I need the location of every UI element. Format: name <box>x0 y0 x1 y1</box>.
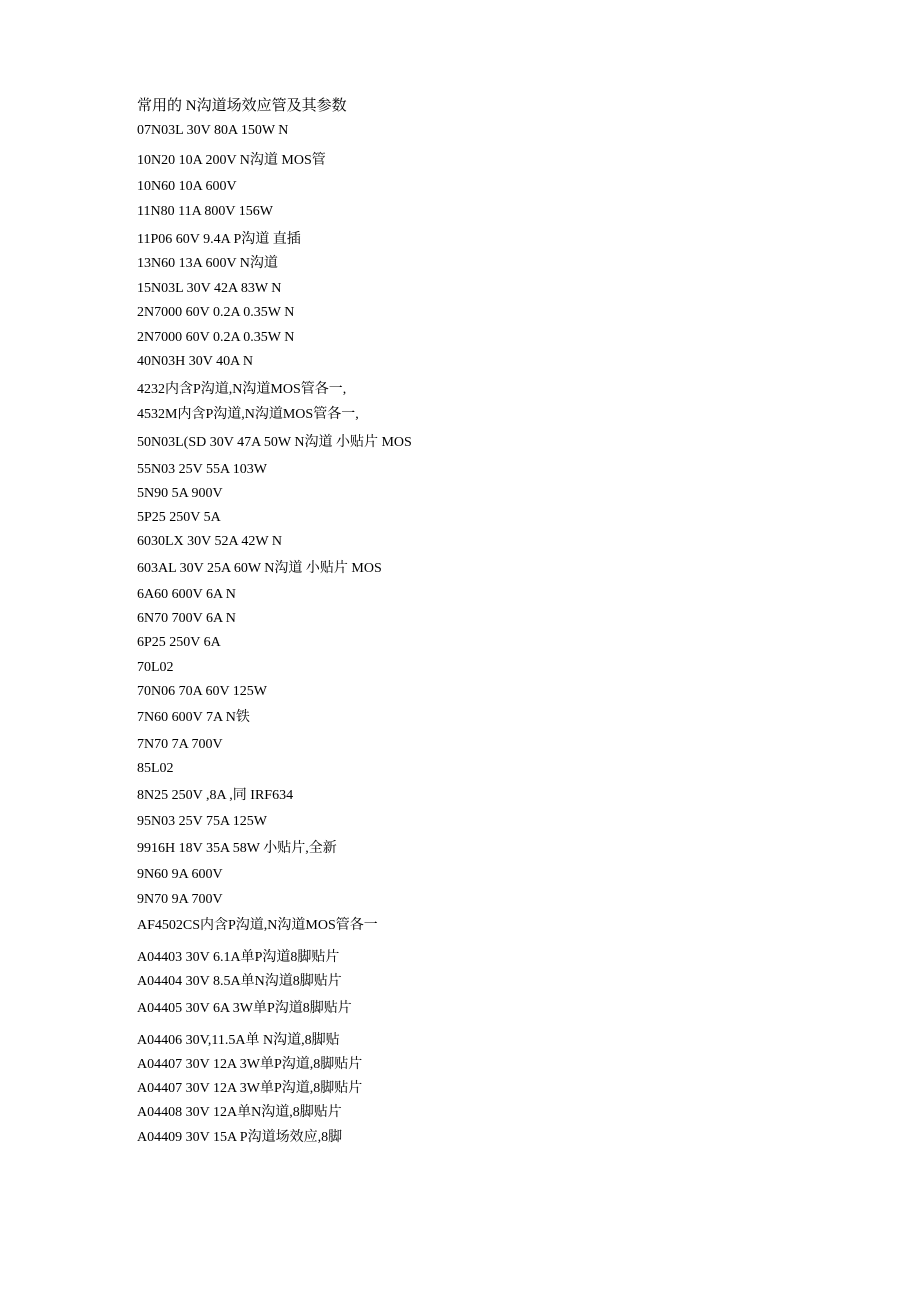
spec-line: 13N60 13A 600V N沟道 <box>137 256 278 271</box>
spec-line: 6030LX 30V 52A 42W N <box>137 534 282 549</box>
spec-line: 11N80 11A 800V 156W <box>137 204 273 219</box>
spec-line: 11P06 60V 9.4A P沟道 直插 <box>137 232 301 247</box>
spec-line: 70N06 70A 60V 125W <box>137 684 268 699</box>
spec-line: 85L02 <box>137 761 174 776</box>
spec-line: 2N7000 60V 0.2A 0.35W N <box>137 330 295 345</box>
spec-line: 6P25 250V 6A <box>137 635 221 650</box>
spec-line: A04406 30V,11.5A单 N沟道,8脚贴 <box>137 1033 340 1048</box>
spec-line: A04408 30V 12A单N沟道,8脚贴片 <box>137 1105 342 1120</box>
spec-line: 7N60 600V 7A N铁 <box>137 710 250 725</box>
spec-line: 4232内含P沟道,N沟道MOS管各一, <box>137 382 347 397</box>
spec-line: 8N25 250V ,8A ,同 IRF634 <box>137 788 294 803</box>
spec-line: A04409 30V 15A P沟道场效应,8脚 <box>137 1130 343 1145</box>
spec-line: AF4502CS内含P沟道,N沟道MOS管各一 <box>137 918 378 933</box>
spec-line: 70L02 <box>137 660 174 675</box>
spec-line: 2N7000 60V 0.2A 0.35W N <box>137 305 295 320</box>
spec-line: A04407 30V 12A 3W单P沟道,8脚贴片 <box>137 1057 363 1072</box>
spec-line: A04404 30V 8.5A单N沟道8脚贴片 <box>137 974 342 989</box>
spec-line: 10N20 10A 200V N沟道 MOS管 <box>137 153 326 168</box>
spec-line: 4532M内含P沟道,N沟道MOS管各一, <box>137 407 359 422</box>
spec-line: 6N70 700V 6A N <box>137 611 236 626</box>
spec-line: 10N60 10A 600V <box>137 179 237 194</box>
spec-line: 55N03 25V 55A 103W <box>137 462 268 477</box>
spec-line: 5P25 250V 5A <box>137 510 221 525</box>
spec-line: 9916H 18V 35A 58W 小贴片,全新 <box>137 841 337 856</box>
spec-line: 40N03H 30V 40A N <box>137 354 254 369</box>
spec-line: 9N60 9A 600V <box>137 867 223 882</box>
spec-line: 15N03L 30V 42A 83W N <box>137 281 282 296</box>
spec-line: 95N03 25V 75A 125W <box>137 814 268 829</box>
spec-line: 9N70 9A 700V <box>137 892 223 907</box>
spec-line: A04405 30V 6A 3W单P沟道8脚贴片 <box>137 1001 352 1016</box>
spec-line: A04403 30V 6.1A单P沟道8脚贴片 <box>137 950 340 965</box>
document-title: 常用的 N沟道场效应管及其参数 <box>137 98 347 114</box>
spec-line: 6A60 600V 6A N <box>137 587 236 602</box>
spec-line: 07N03L 30V 80A 150W N <box>137 123 289 138</box>
spec-line: 7N70 7A 700V <box>137 737 223 752</box>
spec-line: 5N90 5A 900V <box>137 486 223 501</box>
spec-line: A04407 30V 12A 3W单P沟道,8脚贴片 <box>137 1081 363 1096</box>
spec-line: 603AL 30V 25A 60W N沟道 小贴片 MOS <box>137 561 382 576</box>
spec-line: 50N03L(SD 30V 47A 50W N沟道 小贴片 MOS <box>137 435 412 450</box>
